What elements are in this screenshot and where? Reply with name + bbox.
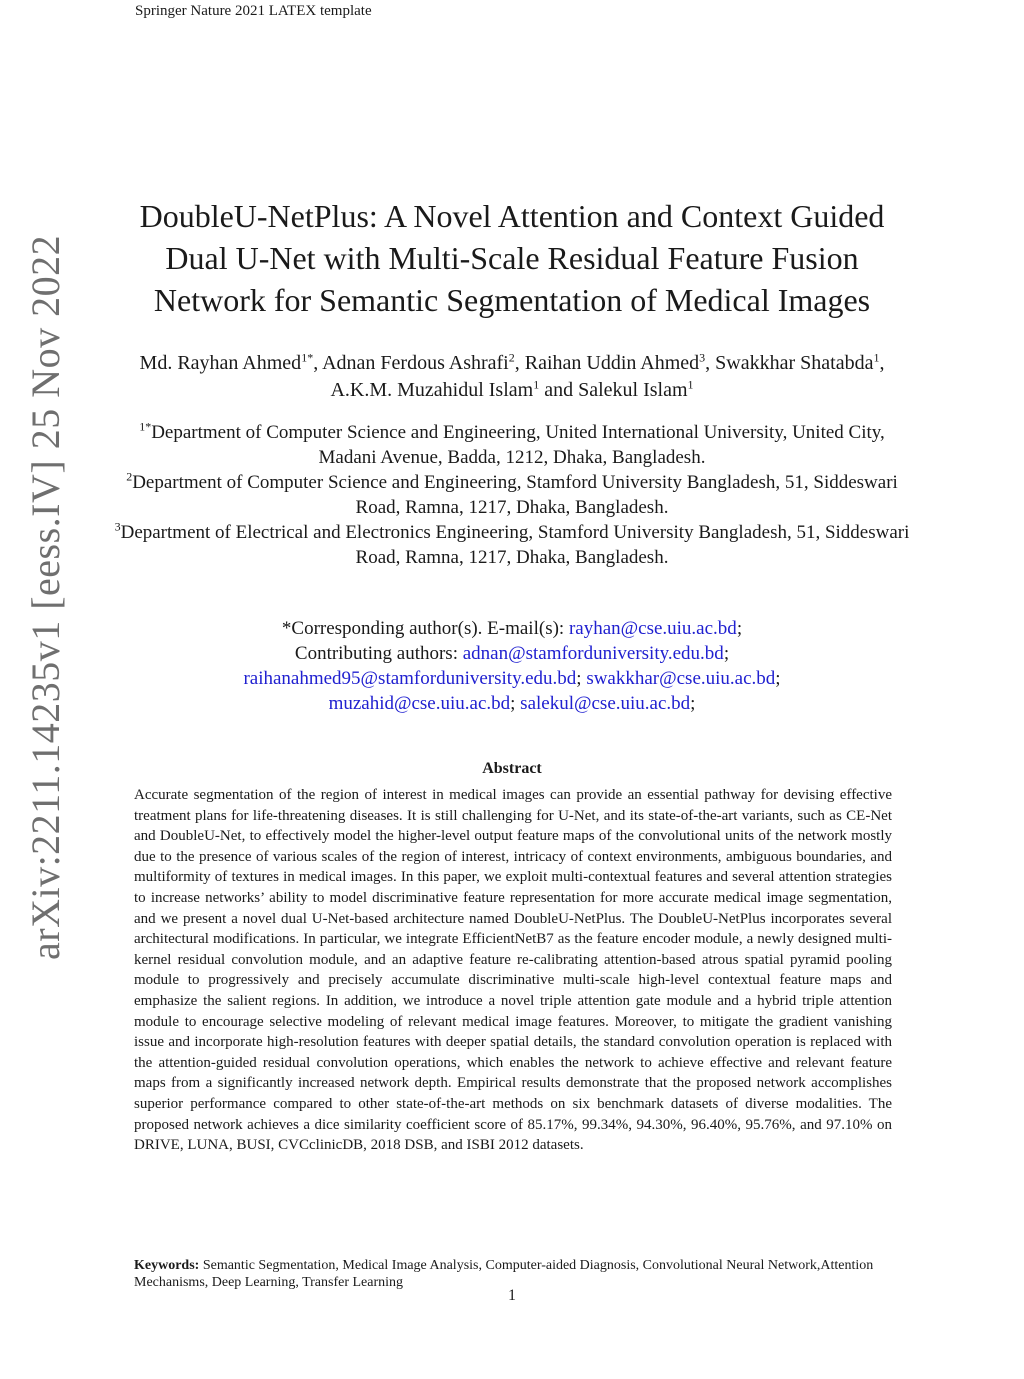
affiliation-2: $^2$Department of Computer Science and Engineering, Stamford University Bangladesh, 51, Siddeswari Road, Ramna, 1217, Dhaka, Bangladesh. bbox=[126, 469, 898, 518]
author: A.K.M. Muzahidul Islam$^1$ bbox=[330, 377, 540, 401]
affiliation-1: $^{1*}$Department of Computer Science and Engineering, United International University, United City, Madani Avenue, Badda, 1212, Dhaka, Bangladesh. bbox=[139, 419, 885, 468]
abstract-text: Accurate segmentation of the region of interest in medical images can provide an essential pathway for devising effective treatment plans for life-threatening diseases. It is still challenging for U-Net, and its state-of-the-art variants, such as CE-Net and DoubleU-Net, to effectively model the higher-level output feature maps of the convolutional units of the network mostly due to the presence of various scales of the region of interest, intricacy of context environments, ambiguous boundaries, and multiformity of textures in medical images. In this paper, we exploit multi-contextual features and several attention strategies to increase networks’ ability to model discriminative feature representation for more accurate medical image segmentation, and we present a novel dual U-Net-based architecture named DoubleU-NetPlus. The DoubleU-NetPlus incorporates several architectural modifications. In particular, we integrate EfficientNetB7 as the feature encoder module, a newly designed multi-kernel residual convolution module, and an adaptive feature re-calibrating attention-based atrous spatial pyramid pooling module to progressively and precisely accumulate discriminative multi-scale high-level contextual feature maps and emphasize the salient regions. In addition, we introduce a novel triple attention gate module and a hybrid triple attention module to encourage selective modeling of relevant medical image features. Moreover, to mitigate the gradient vanishing issue and incorporate high-resolution features with deeper spatial details, the standard convolution operation is replaced with the attention-guided residual convolution operations, which enables the network to achieve effective and relevant feature maps from a significantly increased network depth. Empirical results demonstrate that the proposed network accomplishes superior performance compared to other state-of-the-art methods on six benchmark datasets of diverse modalities. The proposed network achieves a dice similarity coefficient score of 85.17%, 99.34%, 94.30%, 96.40%, 95.76%, and 97.10% on DRIVE, LUNA, BUSI, CVCclinicDB, 2018 DSB, and ISBI 2012 datasets. bbox=[134, 787, 892, 1154]
keywords-list: Semantic Segmentation, Medical Image Analysis, Computer-aided Diagnosis, Convolutional Neural Network,Attention Mechanisms, Deep Learning, Transfer Learning bbox=[134, 1258, 874, 1290]
email-link[interactable]: salekul@cse.uiu.ac.bd bbox=[520, 693, 691, 714]
email-link[interactable]: muzahid@cse.uiu.ac.bd bbox=[328, 693, 511, 714]
author-connector: and bbox=[544, 379, 574, 401]
email-link[interactable]: swakkhar@cse.uiu.ac.bd bbox=[586, 668, 776, 689]
corresponding-label: *Corresponding author(s). E-mail(s): bbox=[281, 618, 565, 639]
paper-title: DoubleU-NetPlus: A Novel Attention and Context Guided Dual U-Net with Multi-Scale Residual Feature Fusion Network for Semantic Segmentation of Medical Images bbox=[139, 198, 885, 318]
author: Md. Rayhan Ahmed$^{1*}$ bbox=[139, 350, 314, 374]
email-link[interactable]: raihanahmed95@stamforduniversity.edu.bd bbox=[243, 668, 577, 689]
page-number: 1 bbox=[508, 1287, 516, 1304]
running-head: Springer Nature 2021 LATEX template bbox=[135, 3, 372, 19]
abstract-heading: Abstract bbox=[482, 760, 542, 777]
email-link[interactable]: adnan@stamforduniversity.edu.bd bbox=[462, 643, 724, 664]
contact-info: *Corresponding author(s). E-mail(s): rayhan@cse.uiu.ac.bd; Contributing authors: adnan@stamforduniversity.edu.bd; raihanahmed95@stamforduniversity.edu.bd; swakkhar@cse.uiu.ac.bd; muzahid@cse.uiu.ac.bd; salekul@cse.uiu.ac.bd; bbox=[243, 618, 781, 714]
author: Salekul Islam$^1$ bbox=[578, 377, 694, 401]
email-link[interactable]: rayhan@cse.uiu.ac.bd bbox=[568, 618, 737, 639]
author-list: Md. Rayhan Ahmed$^{1*}$, Adnan Ferdous Ashrafi$^2$, Raihan Uddin Ahmed$^3$, Swakkhar Shatabda$^1$, A.K.M. Muzahidul Islam$^1$ and Salekul Islam$^1$ bbox=[139, 350, 885, 401]
author: Swakkhar Shatabda$^1$ bbox=[715, 350, 880, 374]
author: Adnan Ferdous Ashrafi$^2$ bbox=[322, 350, 515, 374]
contributing-label: Contributing authors: bbox=[294, 643, 458, 664]
affiliation-3: $^3$Department of Electrical and Electronics Engineering, Stamford University Bangladesh, 51, Siddeswari Road, Ramna, 1217, Dhaka, Bangladesh. bbox=[114, 519, 910, 568]
author: Raihan Uddin Ahmed$^3$ bbox=[524, 350, 706, 374]
arxiv-identifier: arXiv:2211.14235v1 [eess.IV] 25 Nov 2022 bbox=[23, 234, 68, 960]
keywords-label: Keywords: bbox=[134, 1258, 200, 1273]
keywords bbox=[134, 1257, 892, 1291]
